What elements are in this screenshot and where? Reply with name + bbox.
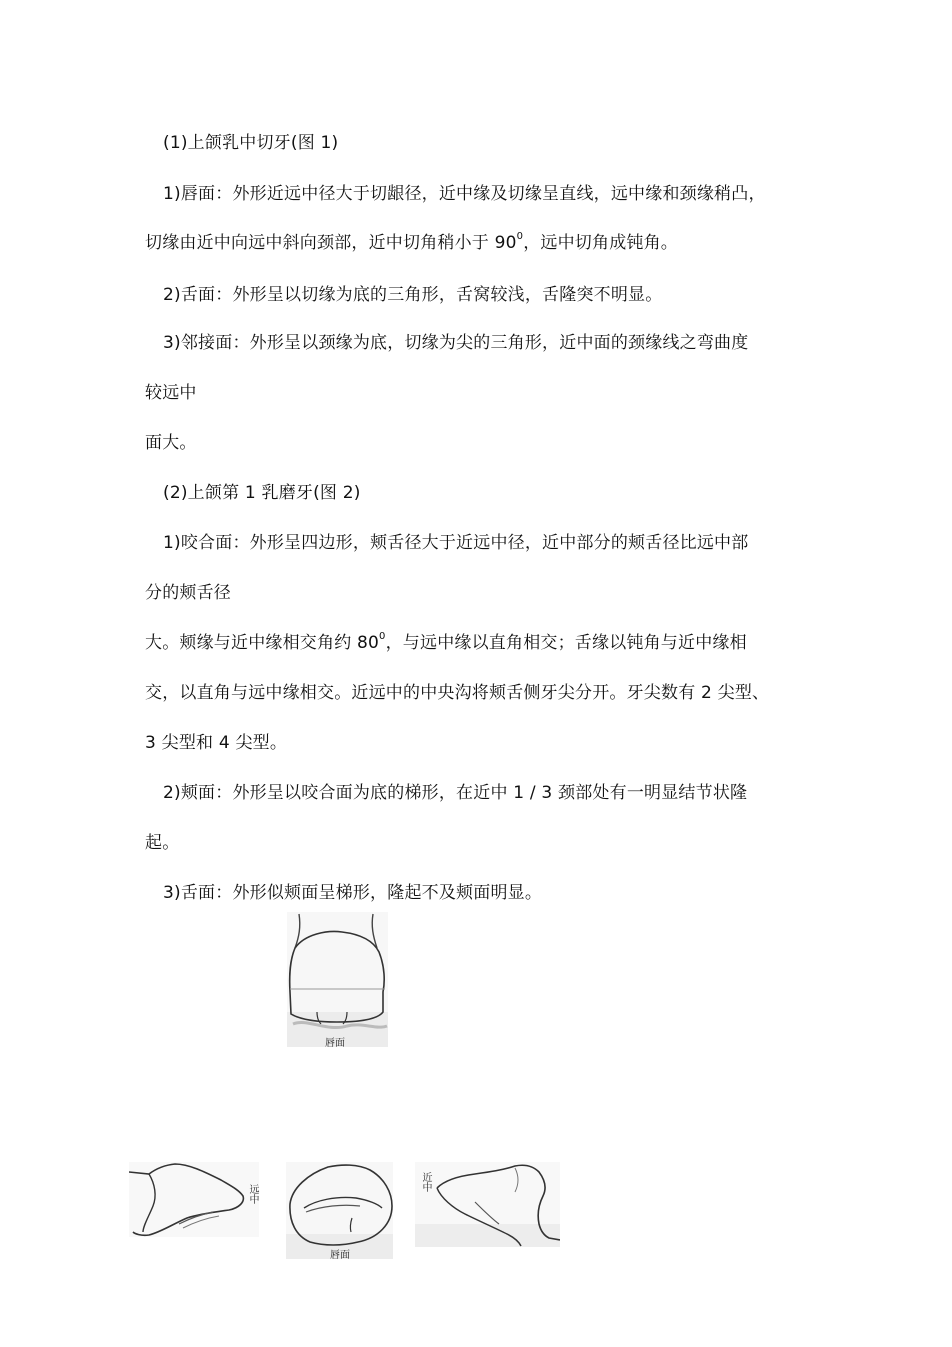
superscript-degree: 0 (379, 631, 386, 643)
figure-2c-molar-mesial (415, 1162, 560, 1247)
paragraph-proximal-1: 3)邻接面：外形呈以颈缘为底，切缘为尖的三角形，近中面的颈缘线之弯曲度 (163, 333, 749, 353)
molar-mesial-drawing (415, 1162, 560, 1247)
paragraph-labial-2: 切缘由近中向远中斜向颈部，近中切角稍小于 $90^0$，远中切角成钝角。 (145, 231, 679, 253)
paragraph-buccal-2: 起。 (145, 833, 180, 853)
paragraph-buccal-1: 2)颊面：外形呈以咬合面为底的梯形，在近中 1 / 3 颈部处有一明显结节状隆 (163, 783, 748, 803)
paragraph-labial-1: 1)唇面：外形近远中径大于切龈径，近中缘及切缘呈直线，远中缘和颈缘稍凸， (163, 184, 766, 204)
paragraph-occlusal-3: 大。颊缘与近中缘相交角约 $80^0$，与远中缘以直角相交；舌缘以钝角与近中缘相 (145, 631, 747, 653)
figure-1-label: 唇面 (325, 1038, 345, 1049)
paragraph-occlusal-2: 分的颊舌径 (145, 583, 231, 603)
paragraph-proximal-2: 较远中 (145, 383, 197, 403)
paragraph-proximal-3: 面大。 (145, 433, 197, 453)
figure-2a-molar-distal (129, 1162, 259, 1237)
molar-distal-drawing (129, 1162, 259, 1237)
paragraph-occlusal-1: 1)咬合面：外形呈四边形，颊舌径大于近远中径，近中部分的颊舌径比远中部 (163, 533, 749, 553)
heading-incisor: (1)上颌乳中切牙(图 1) (163, 133, 339, 153)
paragraph-tongue: 3)舌面：外形似颊面呈梯形，隆起不及颊面明显。 (163, 883, 543, 903)
figure-1-incisor-labial (287, 912, 388, 1047)
molar-occlusal-drawing (286, 1162, 393, 1259)
incisor-drawing (287, 912, 388, 1047)
figure-2a-label: 远中 (247, 1184, 258, 1204)
figure-2b-label: 唇面 (330, 1250, 350, 1261)
heading-molar: (2)上颌第 1 乳磨牙(图 2) (163, 483, 361, 503)
paragraph-occlusal-5: 3 尖型和 4 尖型。 (145, 733, 288, 753)
paragraph-occlusal-4: 交，以直角与远中缘相交。近远中的中央沟将颊舌侧牙尖分开。牙尖数有 2 尖型、 (145, 683, 770, 703)
figure-2b-molar-occlusal (286, 1162, 393, 1259)
figure-2c-label: 近中 (420, 1172, 431, 1192)
paragraph-lingual: 2)舌面：外形呈以切缘为底的三角形，舌窝较浅，舌隆突不明显。 (163, 285, 663, 305)
superscript-degree: 0 (516, 231, 524, 243)
